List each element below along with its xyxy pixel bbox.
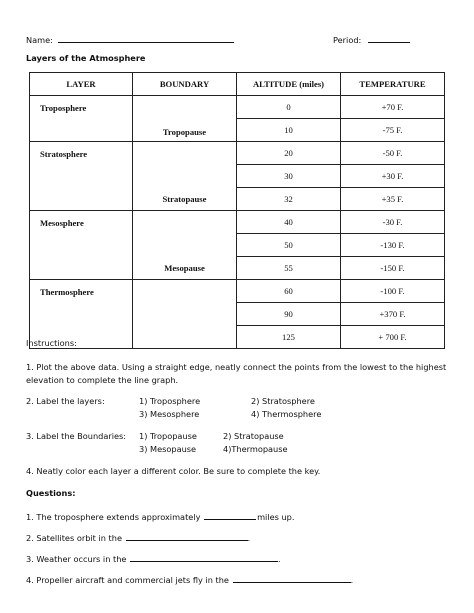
period-line <box>333 33 410 45</box>
table-row <box>30 142 445 165</box>
layer-item: 4) Thermosphere <box>251 409 322 419</box>
instruction-step-2-label: 2. Label the layers: <box>26 396 105 406</box>
boundary-mesopause: Mesopause <box>133 211 237 280</box>
temperature-cell: -150 F. <box>341 257 445 280</box>
temperature-cell: -75 F. <box>341 119 445 142</box>
name-line <box>26 33 234 45</box>
column-header-boundary: BOUNDARY <box>133 73 237 96</box>
question-4 <box>26 573 353 585</box>
layer-thermosphere: Thermosphere <box>30 280 133 349</box>
atmosphere-table <box>29 72 445 349</box>
question-1-text: 1. The troposphere extends approximately <box>26 512 201 522</box>
layer-troposphere: Troposphere <box>30 96 133 142</box>
altitude-cell: 125 <box>237 326 341 349</box>
altitude-cell: 40 <box>237 211 341 234</box>
page-title: Layers of the Atmosphere <box>26 53 146 63</box>
column-header-temperature: TEMPERATURE <box>341 73 445 96</box>
question-4-period: . <box>350 575 354 585</box>
altitude-cell: 0 <box>237 96 341 119</box>
altitude-cell: 60 <box>237 280 341 303</box>
question-1-suffix: miles up. <box>257 512 295 522</box>
layer-mesosphere: Mesosphere <box>30 211 133 280</box>
question-2-period: . <box>247 533 251 543</box>
instructions-heading: Instructions: <box>26 338 77 348</box>
table-row <box>30 96 445 119</box>
layer-stratosphere: Stratosphere <box>30 142 133 211</box>
instruction-step-4: 4. Neatly color each layer a different color. Be sure to complete the key. <box>26 466 321 476</box>
altitude-cell: 55 <box>237 257 341 280</box>
layer-item: 2) Stratosphere <box>251 396 315 406</box>
temperature-cell: -100 F. <box>341 280 445 303</box>
temperature-cell: +35 F. <box>341 188 445 211</box>
boundary-empty <box>133 280 237 349</box>
boundary-tropopause: Tropopause <box>133 96 237 142</box>
name-label: Name: <box>26 35 53 45</box>
question-2 <box>26 531 250 543</box>
column-header-altitude: ALTITUDE (miles) <box>237 73 341 96</box>
boundary-item: 4)Thermopause <box>223 444 288 454</box>
name-input[interactable] <box>58 33 234 43</box>
boundary-item: 3) Mesopause <box>139 444 197 454</box>
question-3-text: 3. Weather occurs in the <box>26 554 127 564</box>
temperature-cell: +30 F. <box>341 165 445 188</box>
altitude-cell: 10 <box>237 119 341 142</box>
boundary-stratopause: Stratopause <box>133 142 237 211</box>
questions-heading: Questions: <box>26 488 76 498</box>
temperature-cell: -130 F. <box>341 234 445 257</box>
temperature-cell: + 700 F. <box>341 326 445 349</box>
temperature-cell: -30 F. <box>341 211 445 234</box>
column-header-layer: LAYER <box>30 73 133 96</box>
layer-item: 1) Troposphere <box>139 396 201 406</box>
question-3 <box>26 552 281 564</box>
table-row <box>30 211 445 234</box>
question-1-answer[interactable] <box>204 510 256 520</box>
altitude-cell: 32 <box>237 188 341 211</box>
question-4-text: 4. Propeller aircraft and commercial jets fly in the <box>26 575 229 585</box>
period-input[interactable] <box>368 33 410 43</box>
question-2-text: 2. Satellites orbit in the <box>26 533 122 543</box>
question-3-answer[interactable] <box>130 552 278 562</box>
altitude-cell: 20 <box>237 142 341 165</box>
boundary-item: 2) Stratopause <box>223 431 284 441</box>
layer-item: 3) Mesosphere <box>139 409 200 419</box>
table-header-row <box>30 73 445 96</box>
altitude-cell: 30 <box>237 165 341 188</box>
temperature-cell: +370 F. <box>341 303 445 326</box>
temperature-cell: +70 F. <box>341 96 445 119</box>
question-1 <box>26 510 294 522</box>
altitude-cell: 50 <box>237 234 341 257</box>
question-2-answer[interactable] <box>126 531 248 541</box>
temperature-cell: -50 F. <box>341 142 445 165</box>
boundary-item: 1) Tropopause <box>139 431 197 441</box>
table-row <box>30 280 445 303</box>
instruction-step-1-line-1: 1. Plot the above data. Using a straight edge, neatly connect the points from the lowest to the highest <box>26 362 447 372</box>
question-4-answer[interactable] <box>233 573 351 583</box>
altitude-cell: 90 <box>237 303 341 326</box>
instruction-step-3-label: 3. Label the Boundaries: <box>26 431 127 441</box>
period-label: Period: <box>333 35 362 45</box>
instruction-step-1-line-2: elevation to complete the line graph. <box>26 375 179 385</box>
question-3-period: . <box>278 554 281 564</box>
